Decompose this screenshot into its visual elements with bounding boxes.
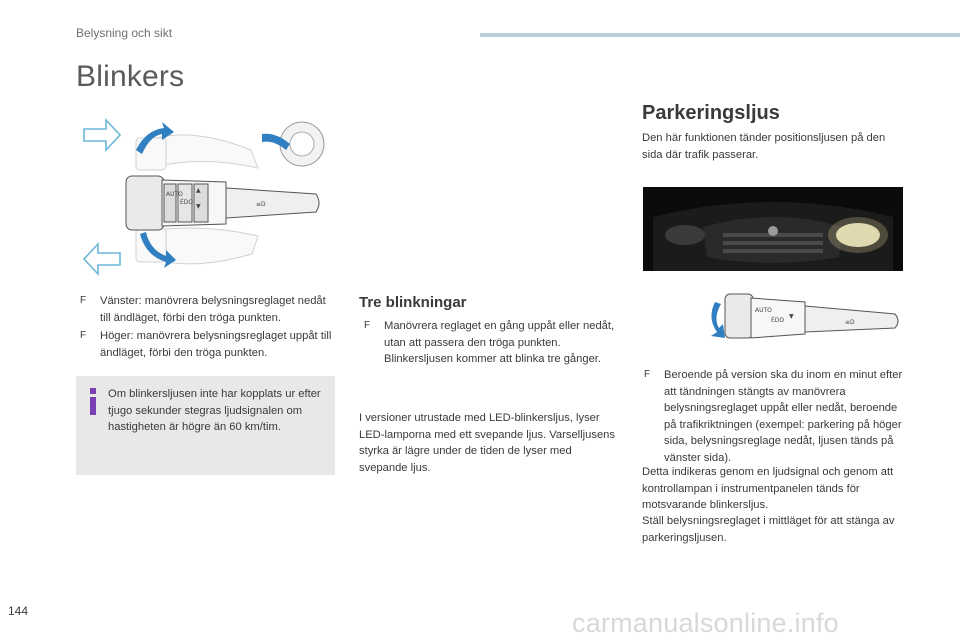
page-title: Blinkers <box>76 60 185 93</box>
info-box <box>76 376 335 475</box>
arrow-left-icon <box>84 244 120 274</box>
svg-text:▲: ▲ <box>196 187 201 194</box>
right-bullet-list <box>644 367 906 468</box>
left-bullet-list <box>80 293 338 363</box>
parking-stalk-illustration <box>705 288 905 350</box>
led-paragraph: I versioner utrustade med LED-blinkersljus, lyser LED-lamporna med ett svepande ljus. Varselljusens styrka är lägre under de tiden de lyser med svepande ljus. <box>359 412 615 474</box>
svg-text:ÉDO: ÉDO <box>771 317 785 324</box>
arrow-right-icon <box>84 120 120 150</box>
header-bar <box>480 33 960 37</box>
section-heading-three-flashes: Tre blinkningar <box>359 294 467 311</box>
list-item <box>80 293 338 326</box>
svg-text:▼: ▼ <box>789 313 794 320</box>
svg-text:ÉDO: ÉDO <box>180 199 194 206</box>
blue-arrow-down-icon <box>711 302 725 338</box>
svg-text:≡D: ≡D <box>845 319 855 326</box>
bullet-marker: F <box>80 330 87 341</box>
svg-text:≡D: ≡D <box>256 201 266 208</box>
bullet-text: Höger: manövrera belysningsreglaget uppåt till ändläget, förbi den tröga punkten. <box>100 330 332 359</box>
switch-off-paragraph: Ställ belysningsreglaget i mittläget för att stänga av parkeringsljusen. <box>642 515 895 544</box>
bullet-marker: F <box>80 295 87 306</box>
stalk-label-auto: AUTO <box>166 191 183 198</box>
bullet-text: Manövrera reglaget en gång uppåt eller nedåt, utan att passera den tröga punkten. Blinkersljusen kommer att blinka tre gånger. <box>384 320 615 365</box>
bullet-marker: F <box>644 369 651 380</box>
list-item <box>80 328 338 361</box>
bullet-marker: F <box>364 320 371 331</box>
list-item <box>644 367 906 466</box>
indication-paragraph: Detta indikeras genom en ljudsignal och genom att kontrollampan i instrumentpanelen tänds för motsvarande blinkersljus. <box>642 466 894 511</box>
svg-text:▼: ▼ <box>196 203 201 210</box>
bullet-text: Beroende på version ska du inom en minut efter att tändningen stängts av manövrera belysningsreglaget uppåt eller nedåt, beroende på trafikriktningen (exempel: parkering på höger sida, belysningsreglage nedåt, ljusen tänds på vänster sida). <box>664 369 903 464</box>
info-icon <box>88 388 98 416</box>
section-header: Belysning och sikt <box>76 26 173 40</box>
page-number: 144 <box>8 604 29 618</box>
svg-text:AUTO: AUTO <box>755 307 772 314</box>
list-item <box>364 318 622 368</box>
stalk-illustration <box>76 110 336 285</box>
parking-intro: Den här funktionen tänder positionsljusen på den sida där trafik passerar. <box>642 132 886 161</box>
middle-bullet-list <box>364 318 622 370</box>
watermark: carmanualsonline.info <box>572 608 839 638</box>
bullet-text: Vänster: manövrera belysningsreglaget nedåt till ändläget, förbi den tröga punkten. <box>100 295 326 324</box>
car-front-photo <box>643 187 903 271</box>
section-heading-parking-lights: Parkeringsljus <box>642 102 780 124</box>
info-text: Om blinkersljusen inte har kopplats ur efter tjugo sekunder stegras ljudsignalen om hastigheten är högre än 60 km/tim. <box>108 388 321 433</box>
